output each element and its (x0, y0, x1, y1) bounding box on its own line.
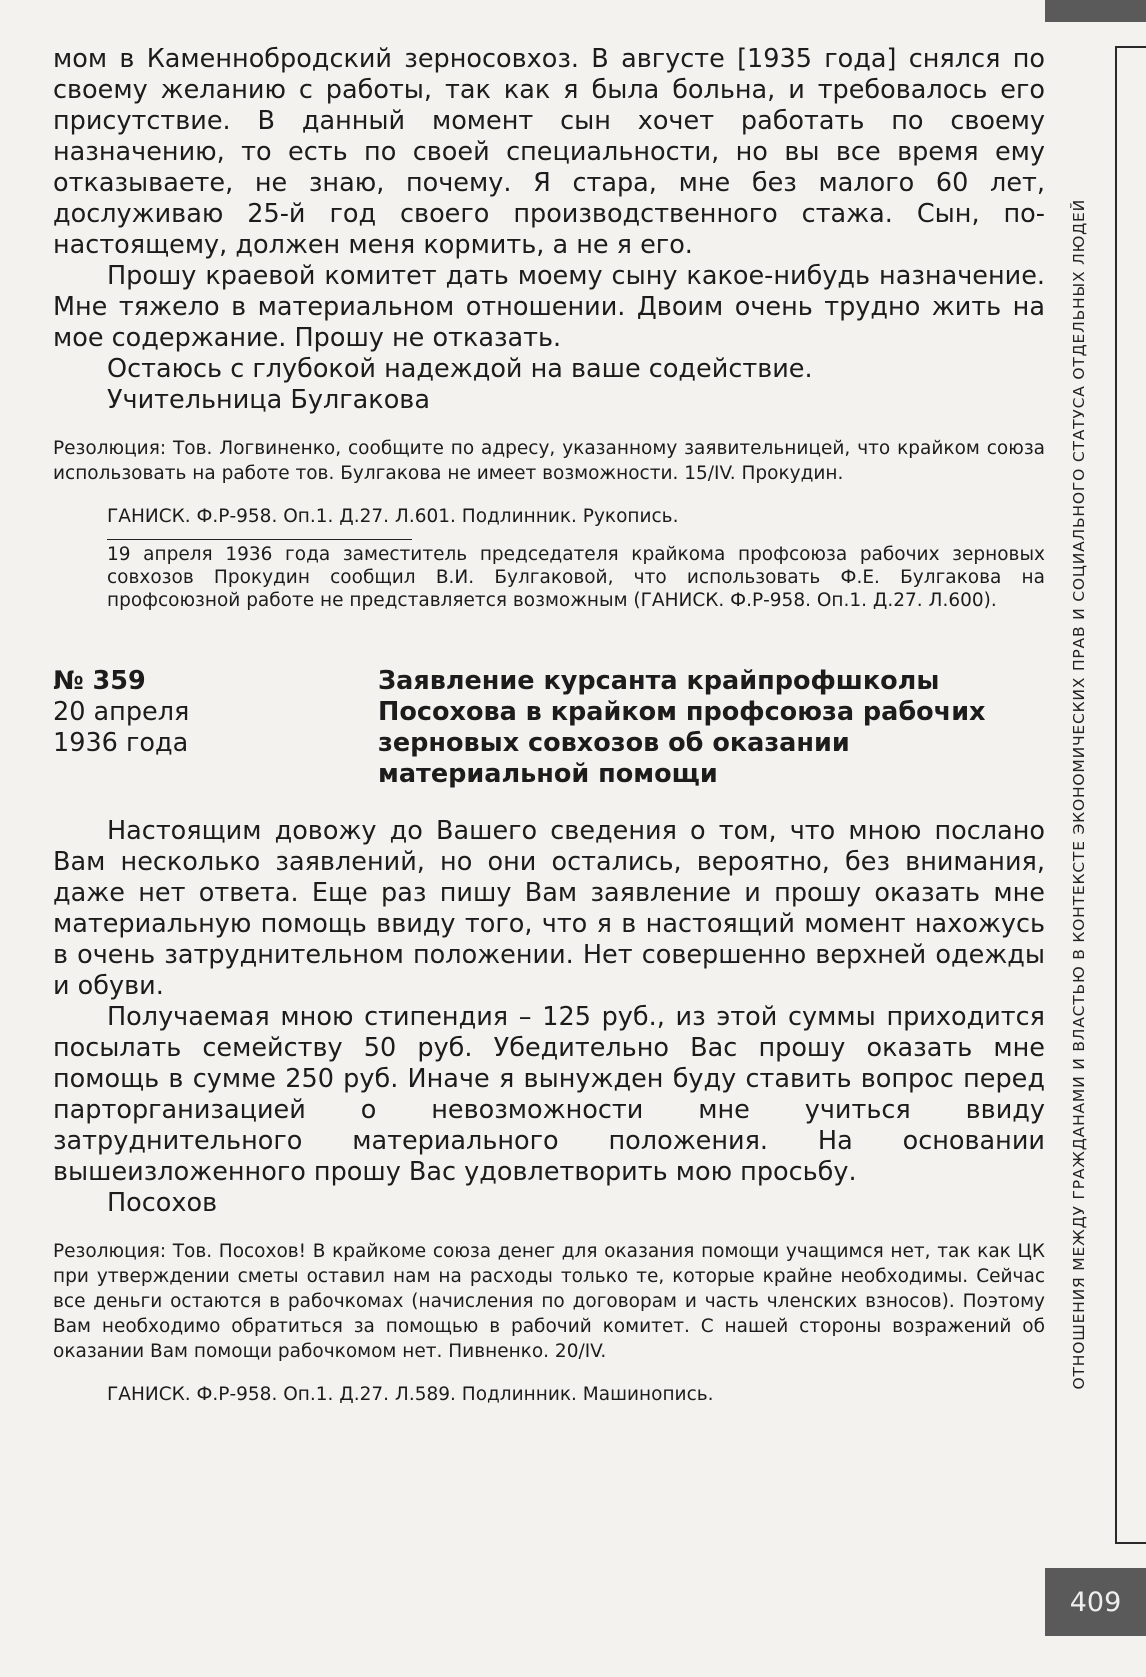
page-number: 409 (1069, 1586, 1122, 1618)
paragraph: Получаемая мною стипендия – 125 руб., из этой суммы приходится посылать семейству 50 руб. Убедительно Вас прошу оказать мне помощь в сумме 250 руб. Иначе я вынужден буду ставить вопрос перед парторганизацией о невозможности мне учиться ввиду затруднительного материального положения. На основании вышеизложенного прошу Вас удовлетворить мою просьбу. (53, 1002, 1045, 1187)
document-359 (53, 666, 1045, 1407)
document-number: № 359 (53, 666, 146, 696)
footnote: 19 апреля 1936 года заместитель председателя крайкома профсоюза рабочих зерновых совхозов Прокудин сообщил В.И. Булгаковой, что использовать Ф.Е. Булгакова на профсоюзной работе не представляется возможным (ГАНИСК. Ф.Р-958. Оп.1. Д.27. Л.600). (107, 544, 1045, 611)
resolution: Резолюция: Тов. Посохов! В крайкоме союза денег для оказания помощи учащимся нет, так как ЦК при утверждении сметы оставил нам на расходы только те, которые крайне необходимы. Сейчас все деньги остаются в рабочкомах (начисления по договорам и часть членских взносов). Поэтому Вам необходимо обратиться за помощью в рабочий комитет. С нашей стороны возражений об оказании Вам помощи рабочкомом нет. Пивненко. 20/IV. (53, 1241, 1045, 1362)
paragraph: Настоящим довожу до Вашего сведения о том, что мною послано Вам несколько заявлений, но они остались, вероятно, без внимания, даже нет ответа. Еще раз пишу Вам заявление и прошу оказать мне материальную помощь ввиду того, что я в настоящий момент нахожусь в очень затруднительном положении. Нет совершенно верхней одежды и обуви. (53, 816, 1045, 1001)
letter-body (53, 816, 1045, 1219)
closing-line: Остаюсь с глубокой надеждой на ваше содействие. (107, 354, 813, 384)
document-358-continuation (53, 44, 1045, 612)
document-meta (53, 666, 378, 790)
running-head (1049, 44, 1109, 1544)
top-edge-tab (1045, 0, 1146, 22)
side-frame (1115, 46, 1146, 1544)
document-year: 1936 года (53, 728, 189, 758)
archive-reference: ГАНИСК. Ф.Р-958. Оп.1. Д.27. Л.601. Подлинник. Рукопись. (107, 506, 679, 527)
document-header (53, 666, 1045, 790)
paragraph: мом в Каменнобродский зерносовхоз. В августе [1935 года] снялся по своему желанию с работы, так как я была больна, и требовалось его присутствие. В данный момент сын хочет работать по своему назначению, то есть по своей специальности, но вы все время ему отказываете, не знаю, почему. Я стара, мне без малого 60 лет, дослуживаю 25-й год своего производственного стажа. Сын, по-настоящему, должен меня кормить, а не я его. (53, 44, 1045, 260)
main-text-column (53, 44, 1045, 1407)
signature: Посохов (107, 1188, 218, 1218)
footnote-divider (107, 539, 412, 540)
signature: Учительница Булгакова (107, 385, 430, 415)
letter-body (53, 44, 1045, 416)
running-head-text: ОТНОШЕНИЯ МЕЖДУ ГРАЖДАНАМИ И ВЛАСТЬЮ В КОНТЕКСТЕ ЭКОНОМИЧЕСКИХ ПРАВ И СОЦИАЛЬНОГО СТАТУСА ОТДЕЛЬНЫХ ЛЮДЕЙ (1070, 198, 1088, 1390)
document-title: Заявление курсанта крайпрофшколы Посохова в крайком профсоюза рабочих зерновых совхозов об оказании материальной помощи (378, 666, 986, 789)
paragraph: Прошу краевой комитет дать моему сыну какое-нибудь назначение. Мне тяжело в материальном отношении. Двоим очень трудно жить на мое содержание. Прошу не отказать. (53, 261, 1045, 353)
resolution: Резолюция: Тов. Логвиненко, сообщите по адресу, указанному заявительницей, что крайком союза использовать на работе тов. Булгакова не имеет возможности. 15/IV. Прокудин. (53, 438, 1045, 484)
archive-reference: ГАНИСК. Ф.Р-958. Оп.1. Д.27. Л.589. Подлинник. Машинопись. (107, 1384, 714, 1405)
document-date: 20 апреля (53, 697, 190, 727)
